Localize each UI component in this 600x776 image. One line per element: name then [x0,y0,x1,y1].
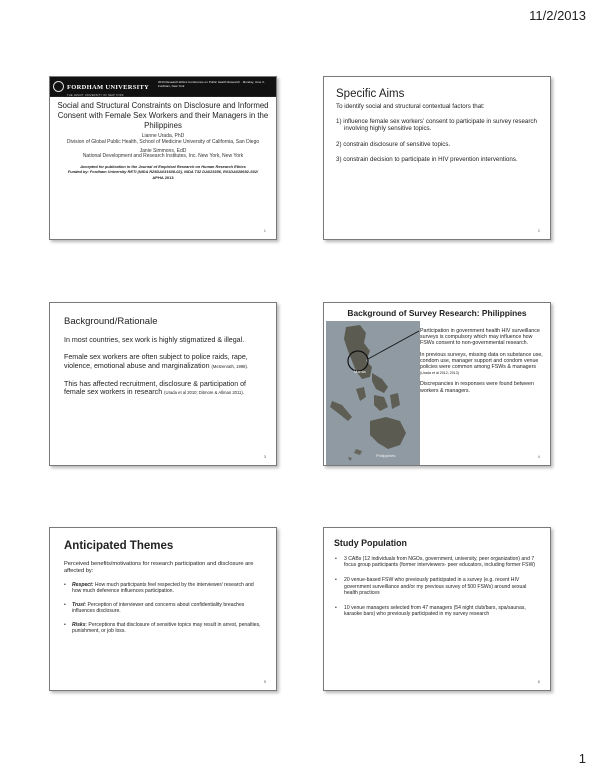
author-affiliation: National Development and Research Institutes, Inc. New York, New York [82,153,244,160]
theme-keyword: Risks [72,622,86,629]
map-label: Manila [354,369,366,374]
slide-number: 4 [537,454,540,459]
author-name: Lianne Urada, PhD [141,133,185,139]
theme-keyword: Respect: [72,582,94,589]
list-item: • 20 venue-based FSW who previously participated in a survey (e.g. recent HIV government surveillance and/or my previous survey of 500 FSWs) around sexual health practices [334,577,538,596]
paragraph [64,353,268,371]
aim-item: 2) constrain disclosure of sensitive topics. [336,140,451,148]
paragraph-text: Participation in government health HIV surveillance surveys is compulsory which may influence how FSWs consent to non-governmental research. [420,328,540,347]
theme-list [64,582,264,634]
publication-note: Accepted for publication in the Journal of Empirical Research on Human Research Ethics [80,164,246,170]
slide-4-survey-background [323,302,551,466]
slide-number: 1 [263,228,266,233]
print-date: 11/2/2013 [529,8,586,23]
paragraph [420,352,546,377]
paragraph [64,380,268,398]
list-item: • 10 venue managers selected from 47 managers (54 night club/bars, spa/saunas, karaoke bars) who previously participated in my survey research [334,605,538,617]
author-block [50,149,276,161]
bullet-list [334,556,538,617]
paragraph [420,381,546,393]
author-block [50,134,276,146]
page-number: 1 [578,751,586,766]
university-name: FORDHAM UNIVERSITY [67,84,150,91]
paragraph-text: This has affected recruitment, disclosure & participation of female sex workers in research [64,379,247,397]
theme-text: How much participants feel respected by the interviewer/ research and how much deference influences participation. [72,582,254,595]
funding-note: Funded by: Fordham University RETI (NIDA R25DA031608-02), NIDA T32 DA023356, R01DA028692-S02/ [67,169,259,175]
paragraph-text: In previous surveys, missing data on substance use, condom use, manager support and condom venue policies were common among FSWs & managers [420,351,543,371]
slide-body [420,328,546,399]
slide-title: Background of Survey Research: Philippines [347,308,527,318]
aim-item: 3) constrain decision to participate in HIV prevention interventions. [336,155,518,163]
list-item [64,602,264,614]
paragraph-text: In most countries, sex work is highly stigmatized & illegal. [64,336,245,344]
slide-title: Social and Structural Constraints on Disclosure and Informed Consent with Female Sex Workers and their Managers in the Philippines [57,101,269,130]
philippines-map-image [326,321,420,465]
event-text: 2013 Research Ethics Conference on Public Health Research · Monday, June 3, Fordham, New York [155,77,276,96]
theme-text: : Perception of interviewer and concerns about confidentiality breaches influences disclosure. [72,602,245,615]
conference-label: APHA 2013 [152,175,174,181]
citation: (Urada et al 2010; Ditmore & Allman 2011). [164,390,244,396]
aim-item: 1) influence female sex workers’ consent to participate in survey research involving highly sensitive topics. [336,118,537,133]
paragraph-text: Female sex workers are often subject to police raids, rape, violence, emotional abuse and marginalization [64,353,248,370]
title-banner [50,77,276,97]
university-seal-icon [53,81,64,92]
map-label: Philippines [376,453,396,458]
slide-number: 6 [537,679,540,684]
author-affiliation: Division of Global Public Health, School of Medicine University of California, San Diego [66,138,260,145]
slide-title: Study Population [334,538,407,548]
list-item [64,622,264,634]
slide-6-study-population [323,527,551,691]
slide-title: Specific Aims [336,88,405,100]
citation: (Metzenrath, 1998). [211,363,249,369]
paragraph [420,328,546,347]
map-sea [326,321,420,465]
paragraph-text: Discrepancies in responses were found between workers & managers. [420,381,534,394]
slide-3-background-rationale [49,302,277,466]
list-item: • 3 CABs (12 individuals from NGOs, government, university, peer organization) and 7 focus group participants (former interviewers- peer educators, including former FSW) [334,556,538,568]
slide-number: 2 [537,228,540,233]
citation: (Urada et al 2012; 2013) [420,371,459,376]
slide-5-anticipated-themes [49,527,277,691]
slide-title: Background/Rationale [64,316,158,327]
slide-number: 5 [263,679,266,684]
paragraph [64,336,268,344]
university-tagline: THE JESUIT UNIVERSITY OF NEW YORK [67,94,124,97]
slide-title: Anticipated Themes [64,540,174,552]
slide-intro: Perceived benefits/motivations for research participation and disclosure are affected by: [64,561,254,574]
author-name: Janie Simmons, EdD [139,147,187,154]
slide-1-title [49,76,277,240]
slide-2-specific-aims [323,76,551,240]
slide-intro: To identify social and structural contextual factors that: [336,103,485,110]
slide-number: 3 [263,454,266,459]
list-item [64,582,264,594]
theme-keyword: Trust [72,602,85,609]
theme-text: : Perceptions that disclosure of sensitive topics may result in arrest, penalties, punishment, or job loss. [72,622,261,635]
